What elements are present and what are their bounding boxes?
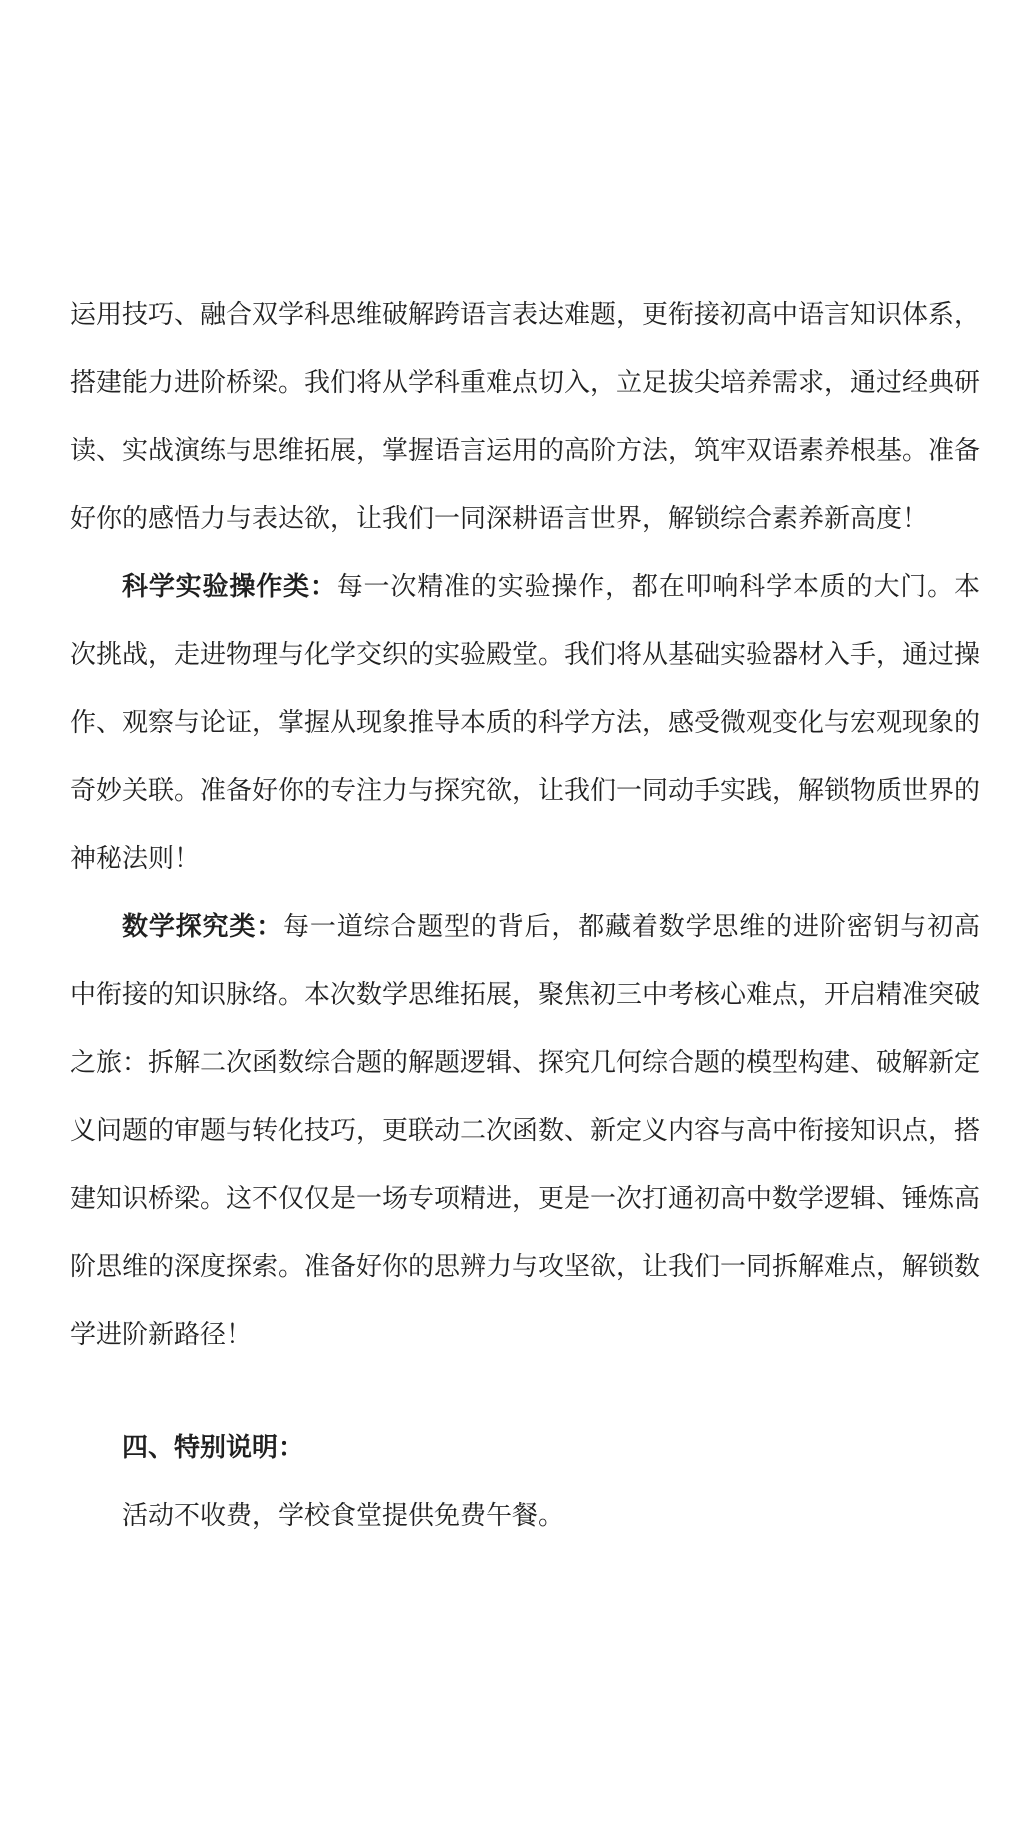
paragraph-body-text: 运用技巧、融合双学科思维破解跨语言表达难题，更衔接初高中语言知识体系，搭建能力进阶桥梁。我们将从学科重难点切入，立足拔尖培养需求，通过经典研读、实战演练与思维拓展，掌握语言运用的高阶方法，筑牢双语素养根基。准备好你的感悟力与表达欲，让我们一同深耕语言世界，解锁综合素养新高度！ xyxy=(70,299,981,533)
paragraph-body-text: 每一次精准的实验操作，都在叩响科学本质的大门。本次挑战，走进物理与化学交织的实验殿堂。我们将从基础实验器材入手，通过操作、观察与论证，掌握从现象推导本质的科学方法，感受微观变化与宏观现象的奇妙关联。准备好你的专注力与探究欲，让我们一同动手实践，解锁物质世界的神秘法则！ xyxy=(70,571,981,873)
special-note-heading xyxy=(70,1413,980,1481)
paragraph-lead-label: 科学实验操作类： xyxy=(122,571,337,601)
special-note-body-text: 活动不收费，学校食堂提供免费午餐。 xyxy=(122,1500,565,1530)
paragraph-body-text: 每一道综合题型的背后，都藏着数学思维的进阶密钥与初高中衔接的知识脉络。本次数学思维拓展，聚焦初三中考核心难点，开启精准突破之旅：拆解二次函数综合题的解题逻辑、探究几何综合题的模型构建、破解新定义问题的审题与转化技巧，更联动二次函数、新定义内容与高中衔接知识点，搭建知识桥梁。这不仅仅是一场专项精进，更是一次打通初高中数学逻辑、锤炼高阶思维的深度探索。准备好你的思辨力与攻坚欲，让我们一同拆解难点，解锁数学进阶新路径！ xyxy=(70,911,981,1349)
special-note-heading-text: 四、特别说明： xyxy=(122,1432,305,1462)
paragraph-language-continuation xyxy=(70,280,980,552)
paragraph-lead-label: 数学探究类： xyxy=(122,911,284,941)
special-note-body xyxy=(70,1481,980,1549)
paragraph-science-experiment xyxy=(70,552,980,892)
paragraph-math-exploration xyxy=(70,892,980,1368)
